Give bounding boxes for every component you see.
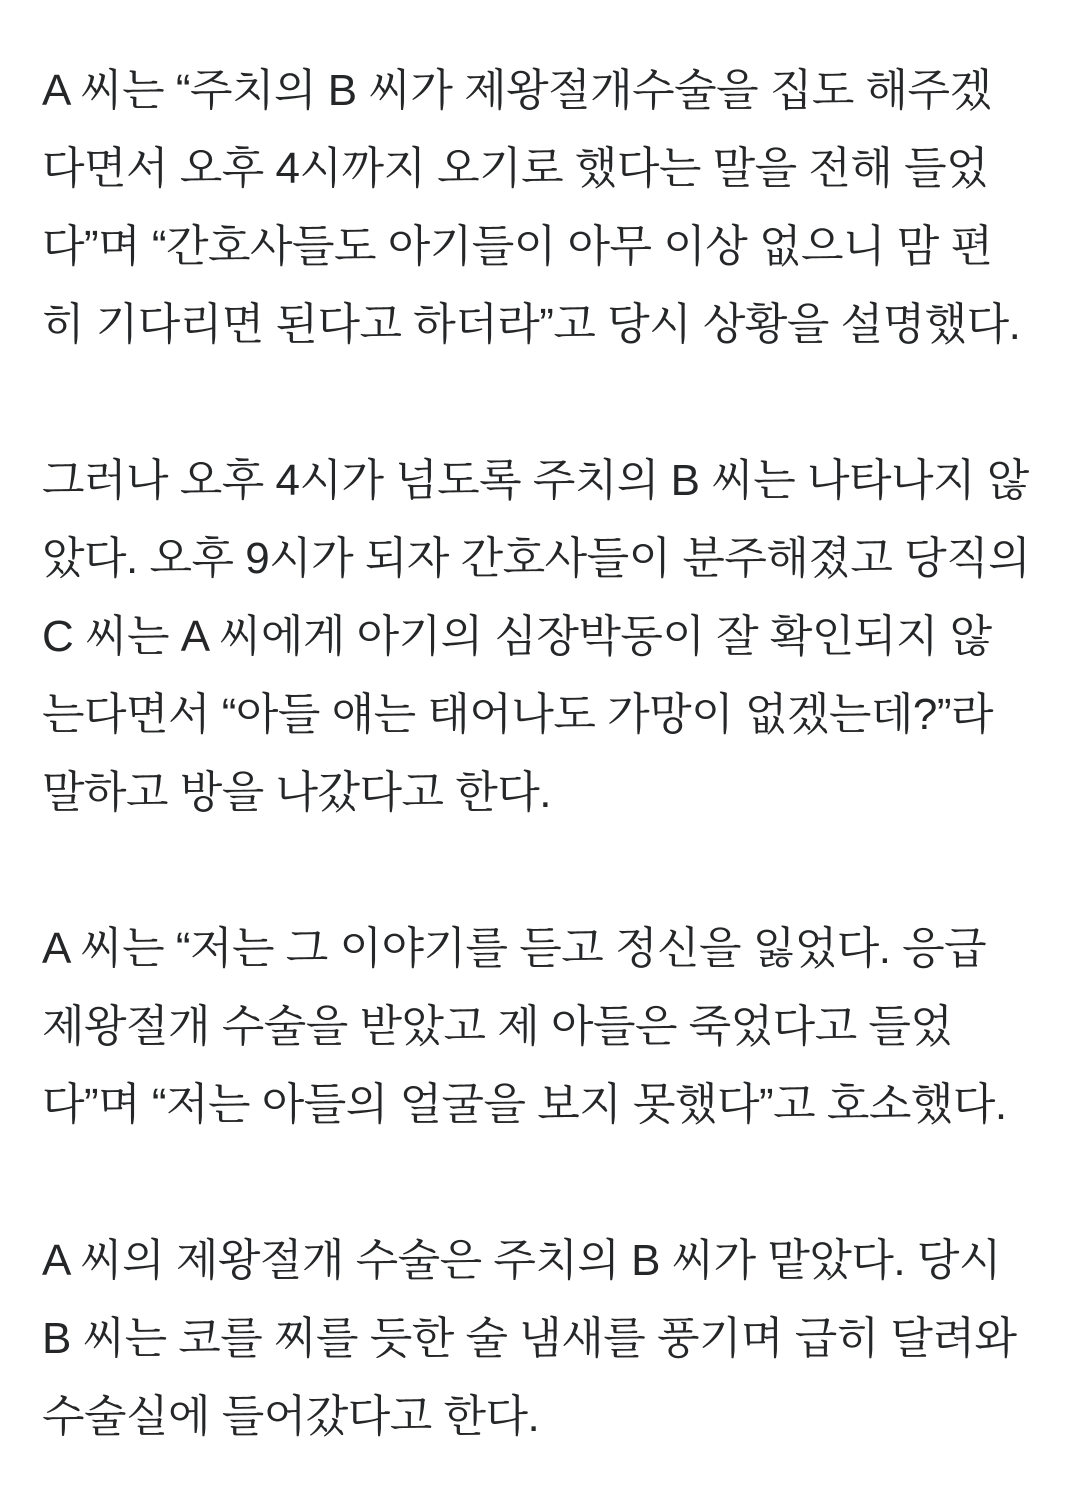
text-line: C 씨는 A 씨에게 아기의 심장박동이 잘 확인되지 않 xyxy=(42,612,992,661)
text-line: 히 기다리면 된다고 하더라”고 당시 상황을 설명했다. xyxy=(42,300,1021,349)
text-line: 다”며 “간호사들도 아기들이 아무 이상 없으니 맘 편 xyxy=(42,222,993,271)
text-line: A 씨는 “저는 그 이야기를 듣고 정신을 잃었다. 응급 xyxy=(42,924,987,973)
text-line: A 씨는 “주치의 B 씨가 제왕절개수술을 집도 해주겠 xyxy=(42,66,992,115)
paragraph xyxy=(42,52,1038,364)
text-line: 제왕절개 수술을 받았고 제 아들은 죽었다고 들었 xyxy=(42,1002,953,1051)
text-line: A 씨의 제왕절개 수술은 주치의 B 씨가 맡았다. 당시 xyxy=(42,1236,1001,1285)
text-line: 그러나 오후 4시가 넘도록 주치의 B 씨는 나타나지 않 xyxy=(42,456,1029,505)
text-line: 았다. 오후 9시가 되자 간호사들이 분주해졌고 당직의 xyxy=(42,534,1031,583)
text-line: 다”며 “저는 아들의 얼굴을 보지 못했다”고 호소했다. xyxy=(42,1080,1007,1129)
text-line: 는다면서 “아들 얘는 태어나도 가망이 없겠는데?”라 xyxy=(42,690,993,739)
paragraph xyxy=(42,1222,1038,1456)
text-line: 다면서 오후 4시까지 오기로 했다는 말을 전해 들었 xyxy=(42,144,989,193)
paragraph xyxy=(42,442,1038,832)
text-line: 수술실에 들어갔다고 한다. xyxy=(42,1392,540,1441)
text-line: B 씨는 코를 찌를 듯한 술 냄새를 풍기며 급히 달려와 xyxy=(42,1314,1017,1363)
paragraph xyxy=(42,910,1038,1144)
text-line: 말하고 방을 나갔다고 한다. xyxy=(42,768,551,817)
